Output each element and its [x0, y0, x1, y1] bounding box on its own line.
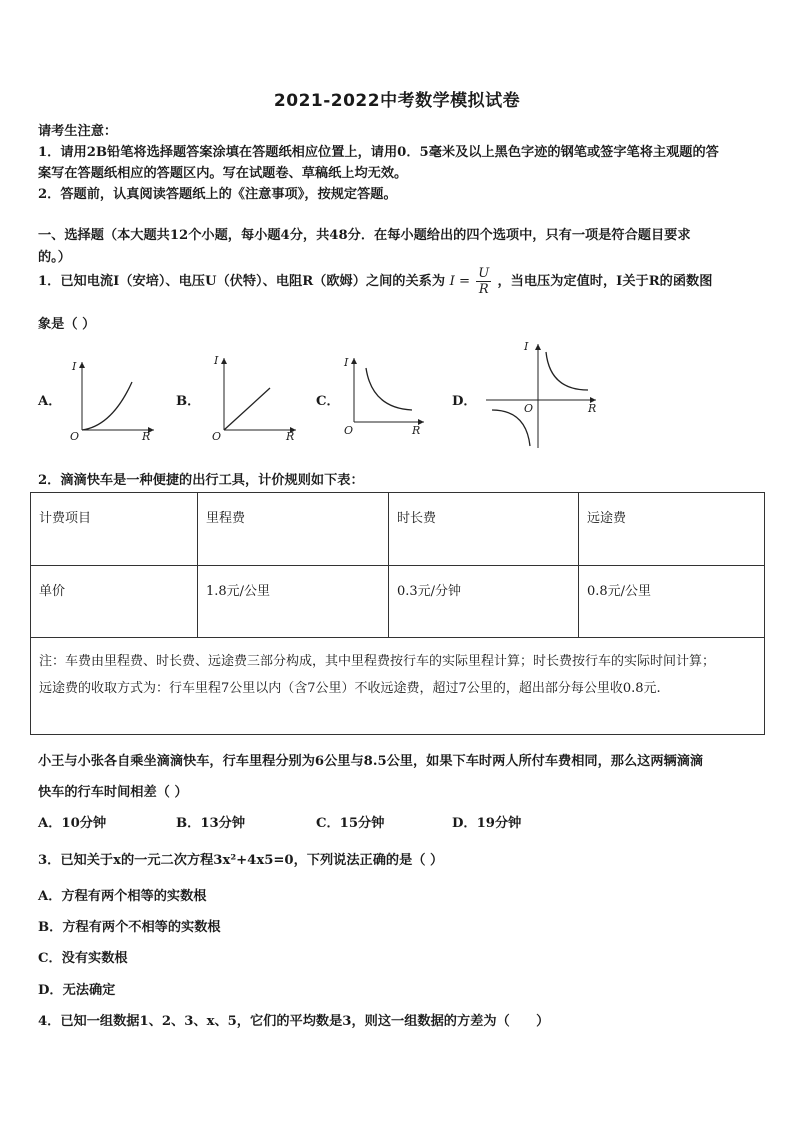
q1-option-c-origin: O — [344, 424, 354, 437]
q2-option-b[interactable]: B．13分钟 — [176, 816, 246, 831]
fee-table-header-row — [31, 493, 765, 566]
q1-option-b-graph — [204, 350, 304, 442]
q3-option-d[interactable]: D．无法确定 — [38, 983, 116, 998]
fee-table-header-cell: 远途费 — [579, 493, 765, 566]
question-3-stem: 3．已知关于x的一元二次方程3x²+4x5=0，下列说法正确的是（ ） — [38, 853, 444, 868]
section-1-heading-line-2: 的。） — [38, 250, 71, 265]
q1-formula-lhs: I = — [449, 274, 471, 289]
q1-text-after: ，当电压为定值时，I关于R的函数图 — [497, 274, 713, 289]
fee-table — [30, 492, 765, 735]
q1-option-a-axis-x: R — [142, 430, 151, 442]
q1-option-c-axis-x: R — [412, 424, 421, 437]
q1-formula-denominator: R — [478, 282, 489, 297]
section-1-heading-line-1: 一、选择题（本大题共12个小题，每小题4分，共48分．在每小题给出的四个选项中，只有一项是符合题目要求 — [38, 228, 691, 243]
q1-option-c-label[interactable]: C． — [316, 394, 340, 409]
q1-option-d-label[interactable]: D． — [452, 394, 477, 409]
q1-formula-numerator: U — [478, 266, 490, 281]
question-1-stem-line-2: 象是（ ） — [38, 317, 96, 332]
notice-heading: 请考生注意： — [38, 124, 118, 139]
q1-option-a-axis-y: I — [72, 360, 77, 373]
q1-option-a-graph — [62, 352, 162, 442]
page-title: 2021-2022中考数学模拟试卷 — [273, 91, 521, 111]
q1-option-b-axis-x: R — [286, 430, 295, 442]
q1-option-a-label[interactable]: A． — [38, 394, 62, 409]
fee-table-header-cell: 时长费 — [389, 493, 579, 566]
q2-option-a[interactable]: A．10分钟 — [38, 816, 107, 831]
q3-option-c[interactable]: C．没有实数根 — [38, 951, 128, 966]
fee-table-note-row — [31, 638, 765, 735]
q1-option-b-label[interactable]: B． — [176, 394, 201, 409]
fee-table-header-cell: 里程费 — [198, 493, 389, 566]
fee-table-row — [31, 566, 765, 638]
q1-option-a-origin: O — [70, 430, 80, 442]
fee-table-cell: 1.8元/公里 — [198, 566, 389, 638]
q1-option-c-graph — [340, 350, 430, 440]
q1-formula-fraction — [476, 266, 491, 297]
q1-option-d-origin: O — [524, 402, 534, 415]
notice-item-2: 2．答题前，认真阅读答题纸上的《注意事项》，按规定答题。 — [38, 187, 397, 202]
fee-table-cell: 单价 — [31, 566, 198, 638]
question-2-stem-line-1: 小王与小张各自乘坐滴滴快车，行车里程分别为6公里与8.5公里，如果下车时两人所付车费相同，那么这两辆滴滴 — [38, 754, 704, 769]
fee-table-note-cell — [31, 638, 765, 735]
q3-option-a[interactable]: A．方程有两个相等的实数根 — [38, 889, 207, 904]
q1-option-d-axis-y: I — [524, 340, 529, 353]
notice-item-1-line-1: 1．请用2B铅笔将选择题答案涂填在答题纸相应位置上，请用0．5毫米及以上黑色字迹的钢笔或签字笔将主观题的答 — [38, 145, 719, 160]
q1-option-b-axis-y: I — [214, 354, 219, 367]
q2-option-c[interactable]: C．15分钟 — [316, 816, 385, 831]
fee-table-note-line-2: 远途费的收取方式为：行车里程7公里以内（含7公里）不收远途费，超过7公里的，超出部分每公里收0.8元. — [39, 681, 661, 696]
fee-table-cell: 0.3元/分钟 — [389, 566, 579, 638]
question-4-stem: 4．已知一组数据1、2、3、x、5，它们的平均数是3，则这一组数据的方差为（ ） — [38, 1014, 550, 1029]
q1-option-b-origin: O — [212, 430, 222, 442]
question-2-stem-line-2: 快车的行车时间相差（ ） — [38, 785, 188, 800]
q1-option-d-graph — [480, 338, 604, 450]
fee-table-cell: 0.8元/公里 — [579, 566, 765, 638]
q1-formula — [449, 266, 498, 297]
q2-option-d[interactable]: D．19分钟 — [452, 816, 522, 831]
notice-item-1-line-2: 案写在答题纸相应的答题区内。写在试题卷、草稿纸上均无效。 — [38, 166, 408, 181]
question-2-intro: 2．滴滴快车是一种便捷的出行工具，计价规则如下表： — [38, 473, 364, 488]
fee-table-header-cell: 计费项目 — [31, 493, 198, 566]
q3-option-b[interactable]: B．方程有两个不相等的实数根 — [38, 920, 221, 935]
q1-option-d-axis-x: R — [588, 402, 597, 415]
q1-text-before: 1．已知电流I（安培）、电压U（伏特）、电阻R（欧姆）之间的关系为 — [38, 274, 446, 289]
q1-option-c-axis-y: I — [344, 356, 349, 369]
question-1-stem — [38, 266, 712, 297]
fee-table-note-line-1: 注：车费由里程费、时长费、远途费三部分构成，其中里程费按行车的实际里程计算；时长费按行车的实际时间计算； — [39, 654, 716, 669]
